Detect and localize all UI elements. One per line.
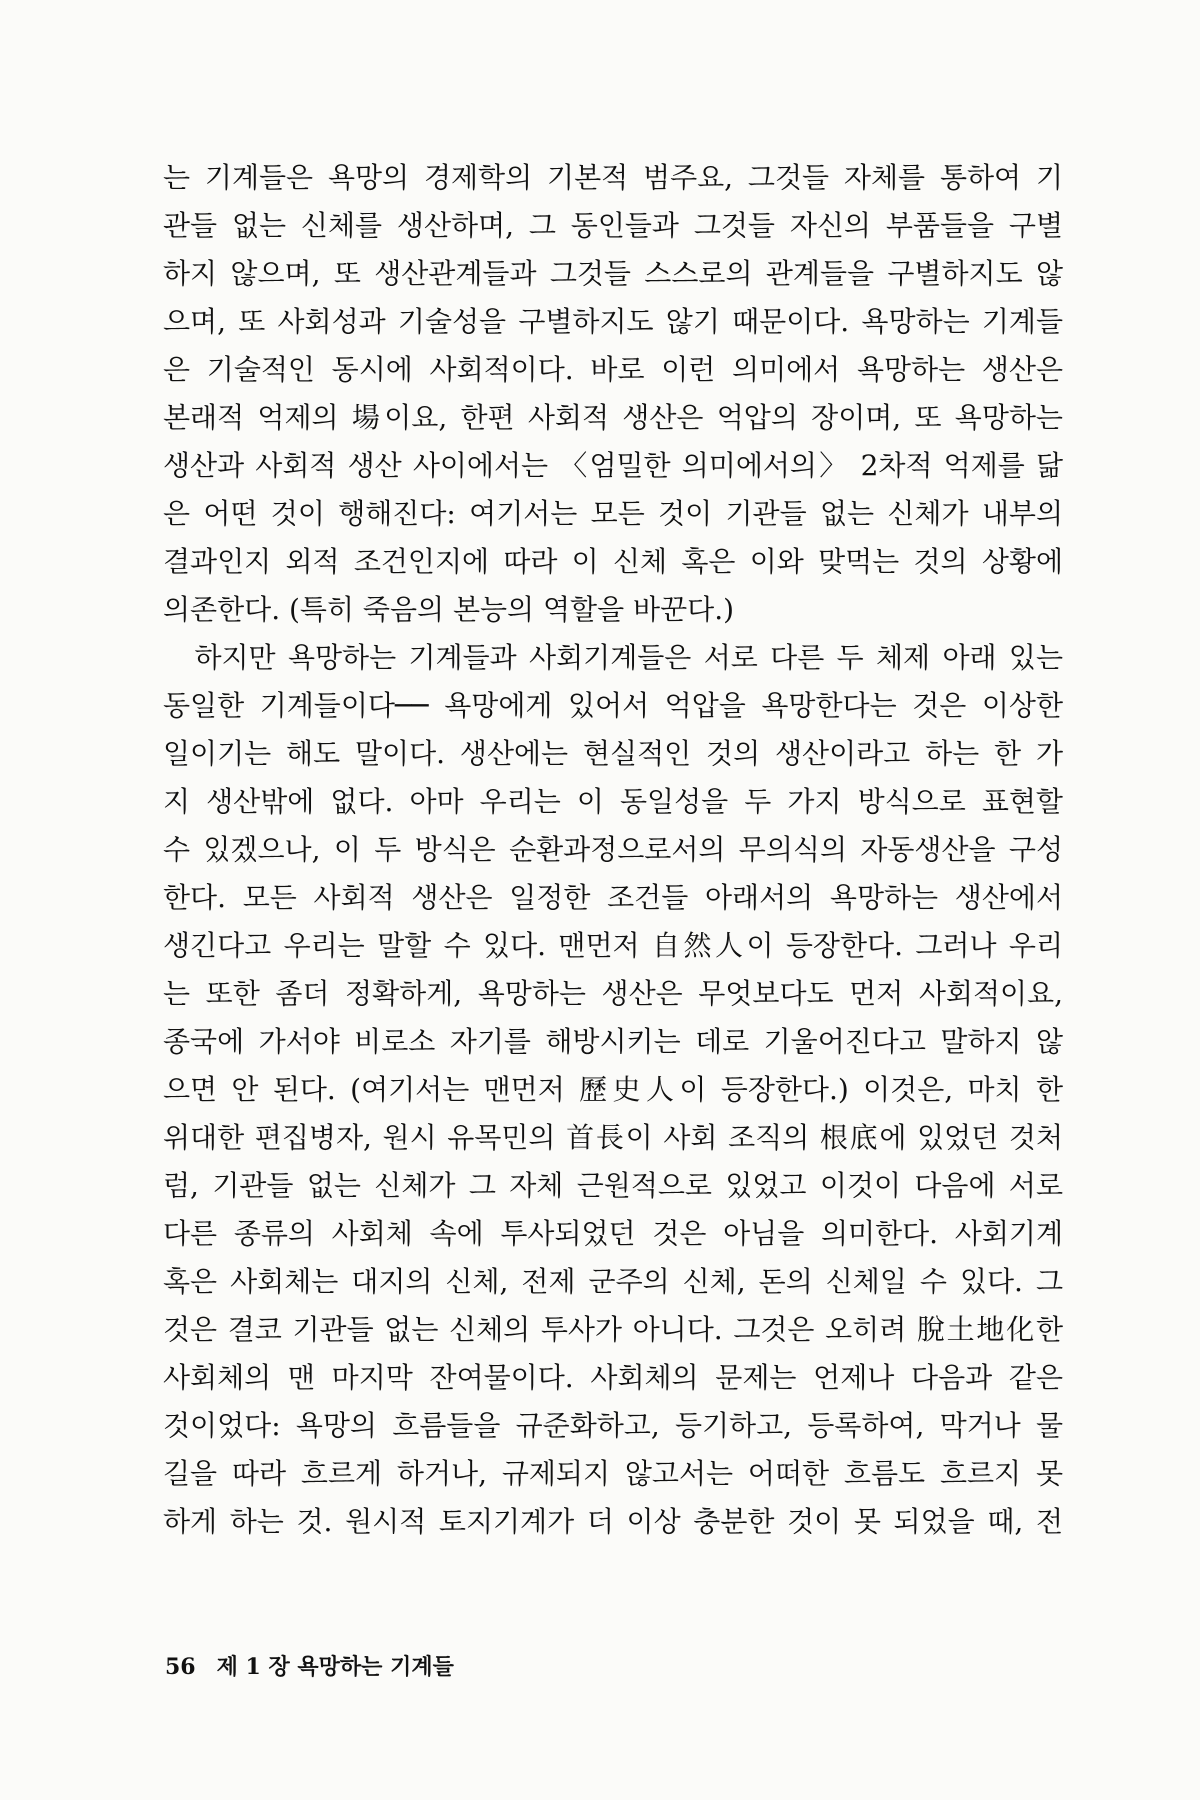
text-line: 의존한다. (특히 죽음의 본능의 역할을 바꾼다.) xyxy=(163,593,735,626)
text-line: 는 또한 좀더 정확하게, 욕망하는 생산은 무엇보다도 먼저 사회적이요, xyxy=(163,977,1063,1010)
text-line: 본래적 억제의 場이요, 한편 사회적 생산은 억압의 장이며, 또 욕망하는 xyxy=(163,401,1063,434)
text-line: 럼, 기관들 없는 신체가 그 자체 근원적으로 있었고 이것이 다음에 서로 xyxy=(163,1169,1063,1202)
text-line: 지 생산밖에 없다. 아마 우리는 이 동일성을 두 가지 방식으로 표현할 xyxy=(163,785,1063,818)
text-line: 혹은 사회체는 대지의 신체, 전제 군주의 신체, 돈의 신체일 수 있다. 그 xyxy=(163,1265,1063,1298)
text-line: 생긴다고 우리는 말할 수 있다. 맨먼저 自然人이 등장한다. 그러나 우리 xyxy=(163,929,1063,962)
text-line: 것이었다: 욕망의 흐름들을 규준화하고, 등기하고, 등록하여, 막거나 물 xyxy=(163,1409,1063,1442)
text-line: 다른 종류의 사회체 속에 투사되었던 것은 아님을 의미한다. 사회기계 xyxy=(163,1217,1063,1250)
text-line: 위대한 편집병자, 원시 유목민의 首長이 사회 조직의 根底에 있었던 것처 xyxy=(163,1121,1063,1154)
text-line: 관들 없는 신체를 생산하며, 그 동인들과 그것들 자신의 부품들을 구별 xyxy=(163,209,1063,242)
text-line: 는 기계들은 욕망의 경제학의 기본적 범주요, 그것들 자체를 통하여 기 xyxy=(163,161,1063,194)
text-line: 종국에 가서야 비로소 자기를 해방시키는 데로 기울어진다고 말하지 않 xyxy=(163,1025,1063,1058)
text-line: 하게 하는 것. 원시적 토지기계가 더 이상 충분한 것이 못 되었을 때, 전 xyxy=(163,1505,1063,1538)
text-line: 하지만 욕망하는 기계들과 사회기계들은 서로 다른 두 체제 아래 있는 xyxy=(163,641,1063,674)
text-line: 하지 않으며, 또 생산관계들과 그것들 스스로의 관계들을 구별하지도 않 xyxy=(163,257,1063,290)
text-line: 으며, 또 사회성과 기술성을 구별하지도 않기 때문이다. 욕망하는 기계들 xyxy=(163,305,1063,338)
body-text xyxy=(163,154,1063,1546)
text-line: 일이기는 해도 말이다. 생산에는 현실적인 것의 생산이라고 하는 한 가 xyxy=(163,737,1063,770)
text-line: 동일한 기계들이다── 욕망에게 있어서 억압을 욕망한다는 것은 이상한 xyxy=(163,689,1063,722)
text-line: 수 있겠으나, 이 두 방식은 순환과정으로서의 무의식의 자동생산을 구성 xyxy=(163,833,1063,866)
text-line: 은 어떤 것이 행해진다: 여기서는 모든 것이 기관들 없는 신체가 내부의 xyxy=(163,497,1063,530)
text-line: 한다. 모든 사회적 생산은 일정한 조건들 아래서의 욕망하는 생산에서 xyxy=(163,881,1063,914)
text-line: 생산과 사회적 생산 사이에서는 〈엄밀한 의미에서의〉 2차적 억제를 닮 xyxy=(163,449,1063,482)
text-line: 은 기술적인 동시에 사회적이다. 바로 이런 의미에서 욕망하는 생산은 xyxy=(163,353,1063,386)
text-line: 결과인지 외적 조건인지에 따라 이 신체 혹은 이와 맞먹는 것의 상황에 xyxy=(163,545,1063,578)
text-line: 사회체의 맨 마지막 잔여물이다. 사회체의 문제는 언제나 다음과 같은 xyxy=(163,1361,1063,1394)
text-line: 길을 따라 흐르게 하거나, 규제되지 않고서는 어떠한 흐름도 흐르지 못 xyxy=(163,1457,1063,1490)
page-footer xyxy=(165,1650,454,1681)
page-number: 56 xyxy=(165,1654,196,1680)
text-line: 것은 결코 기관들 없는 신체의 투사가 아니다. 그것은 오히려 脫土地化한 xyxy=(163,1313,1063,1346)
running-chapter-title: 제 1 장 욕망하는 기계들 xyxy=(216,1654,454,1680)
text-line: 으면 안 된다. (여기서는 맨먼저 歷史人이 등장한다.) 이것은, 마치 한 xyxy=(163,1073,1063,1106)
